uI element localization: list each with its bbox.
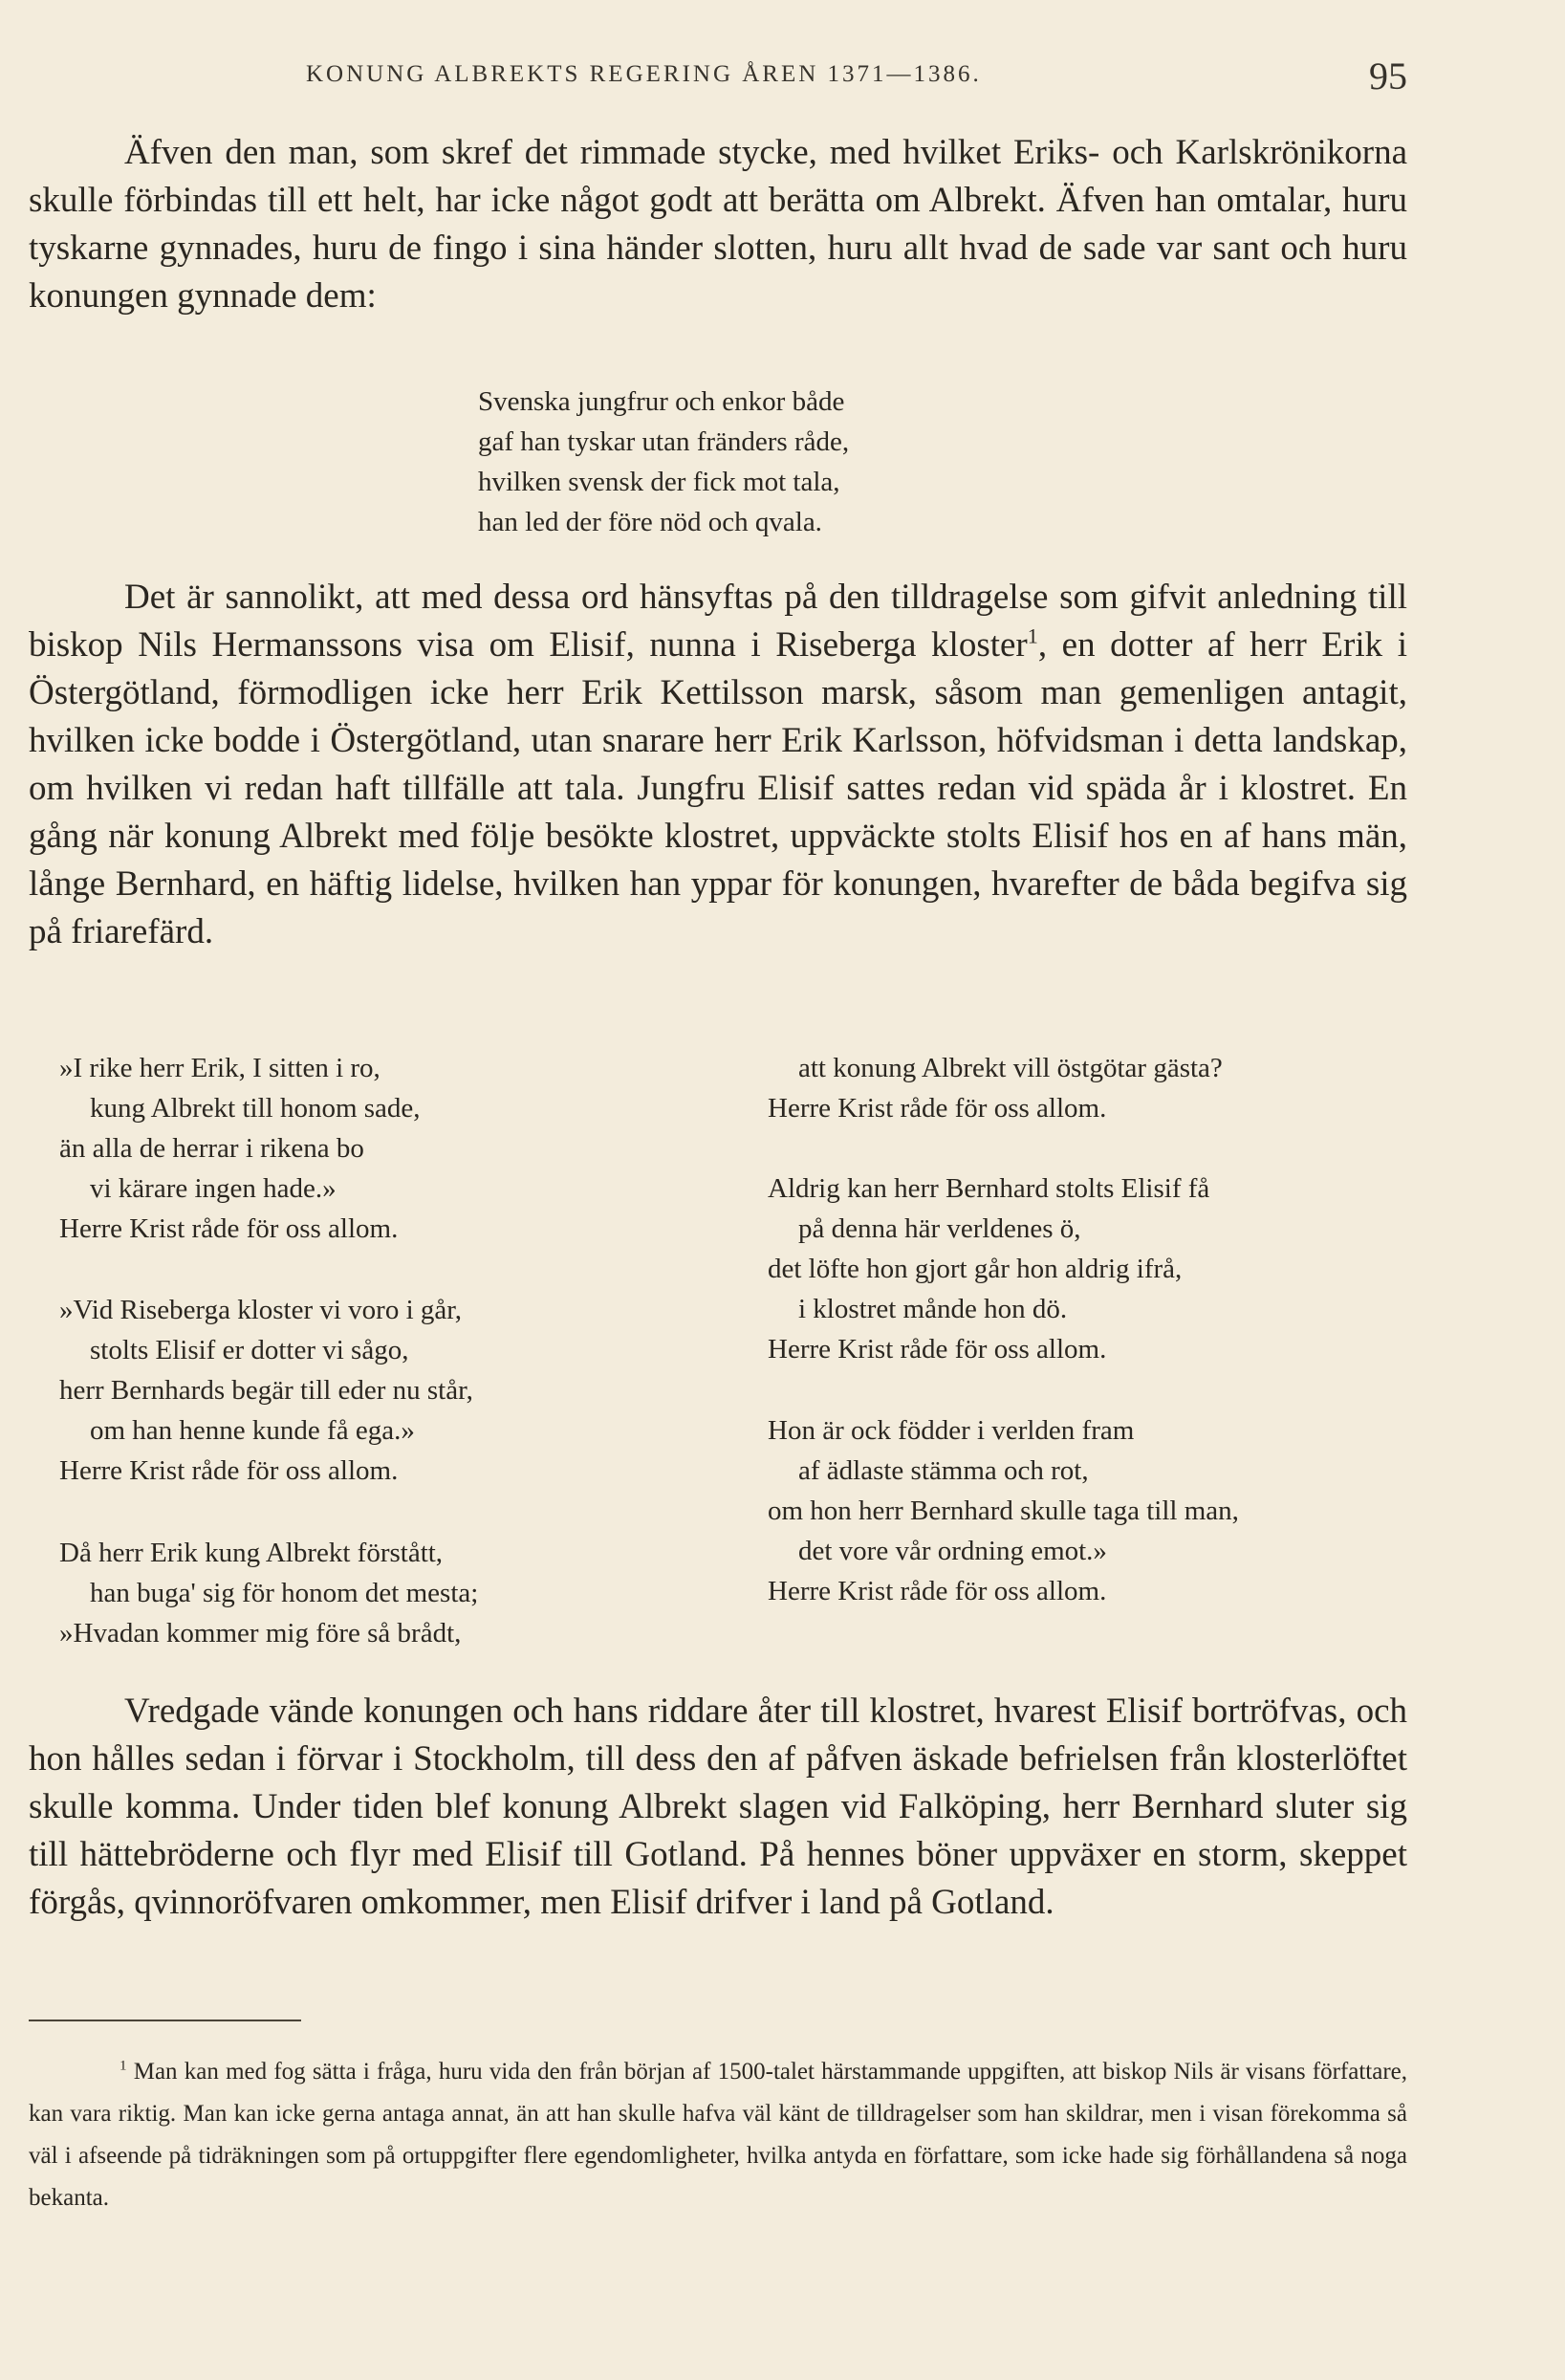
verse-line: Svenska jungfrur och enkor både bbox=[478, 386, 845, 417]
verse-line: kung Albrekt till honom sade, bbox=[90, 1093, 421, 1124]
verse-line: på denna här verldenes ö, bbox=[798, 1213, 1081, 1244]
footnote-divider bbox=[29, 2020, 301, 2021]
running-head: KONUNG ALBREKTS REGERING ÅREN 1371—1386. bbox=[306, 61, 982, 87]
verse-line: »Vid Riseberga kloster vi voro i går, bbox=[59, 1295, 463, 1325]
verse-line: Då herr Erik kung Albrekt förstått, bbox=[59, 1538, 444, 1568]
ballad-stanza bbox=[768, 1410, 1239, 1611]
verse-line: att konung Albrekt vill östgötar gästa? bbox=[798, 1053, 1223, 1083]
verse-line: hvilken svensk der fick mot tala, bbox=[478, 467, 840, 497]
verse-line: af ädlaste stämma och rot, bbox=[798, 1455, 1089, 1486]
verse-line: Aldrig kan herr Bernhard stolts Elisif få bbox=[768, 1173, 1210, 1204]
verse-line: vi kärare ingen hade.» bbox=[90, 1173, 337, 1204]
paragraph-text: , en dotter af herr Erik i Östergötland, förmodligen icke herr Erik Kettilsson marsk, såsom man gemenligen antagit, hvilken icke bodde i Östergötland, utan snarare herr Erik Karlsson, höfvidsman i detta landskap, om hvilken vi redan haft tillfälle att tala. Jungfru Elisif sattes redan vid späda år i klostret. En gång när konung Albrekt med följe besökte klostret, uppväckte stolts Elisif hos en af hans män, långe Bernhard, en häftig lidelse, hvilken han yppar för konungen, hvarefter de båda begifva sig på friarefärd. bbox=[29, 625, 1407, 951]
page-number: 95 bbox=[1369, 55, 1407, 98]
paragraph-conclusion: Vredgade vände konungen och hans riddare åter till klostret, hvarest Elisif bortröfvas, och hon hålles sedan i förvar i Stockholm, till dess den af påfven äskade befrielsen från klosterlöftet skulle komma. Under tiden blef konung Albrekt slagen vid Falköping, herr Bernhard sluter sig till hättebröderne och flyr med Elisif till Gotland. På hennes böner uppväxer en storm, skeppet förgås, qvinnoröfvaren omkommer, men Elisif drifver i land på Gotland. bbox=[29, 1692, 1407, 1922]
footnote-text: Man kan med fog sätta i fråga, huru vida den från början af 1500-talet härstammande uppgiften, att biskop Nils är visans författare, kan vara riktig. Man kan icke gerna antaga annat, än att han skulle hafva väl känt de tilldragelser som han skildrar, men i visan förekomma så väl i afseende på tidräkningen som på ortuppgifter flere egendomligheter, hvilka antyda en författare, som icke hade sig förhållandena så noga bekanta. bbox=[29, 2059, 1408, 2211]
ballad-stanza bbox=[59, 1048, 421, 1249]
verse-line: om han henne kunde få ega.» bbox=[90, 1415, 415, 1446]
verse-line: han led der före nöd och qvala. bbox=[478, 507, 822, 537]
footnote-reference: 1 bbox=[1027, 623, 1038, 648]
paragraph-elisif bbox=[29, 574, 1407, 956]
verse-line: han buga' sig för honom det mesta; bbox=[90, 1578, 479, 1608]
refrain-line: Herre Krist råde för oss allom. bbox=[768, 1093, 1107, 1124]
page-header bbox=[29, 54, 1407, 101]
verse-line: än alla de herrar i rikena bo bbox=[59, 1133, 364, 1164]
verse-line: det vore vår ordning emot.» bbox=[798, 1536, 1107, 1566]
ballad-stanza bbox=[768, 1168, 1209, 1369]
paragraph-intro: Äfven den man, som skref det rimmade stycke, med hvilket Eriks- och Karlskrönikorna skulle förbindas till ett helt, har icke något godt att berätta om Albrekt. Äfven han omtalar, huru tyskarne gynnades, huru de fingo i sina händer slotten, huru allt hvad de sade var sant och huru konungen gynnade dem: bbox=[29, 133, 1407, 316]
refrain-line: Herre Krist råde för oss allom. bbox=[768, 1334, 1107, 1365]
paragraph-text: Det är sannolikt, att med dessa ord hänsyftas på den tilldragelse som gifvit anledning till biskop Nils Hermanssons visa om Elisif, nunna i Riseberga kloster bbox=[29, 578, 1407, 665]
verse-line: gaf han tyskar utan fränders råde, bbox=[478, 426, 850, 457]
footnote bbox=[29, 2051, 1407, 2219]
ballad-stanza bbox=[59, 1533, 478, 1653]
footnote-marker: 1 bbox=[120, 2058, 127, 2074]
refrain-line: Herre Krist råde för oss allom. bbox=[768, 1576, 1107, 1606]
verse-line: »Hvadan kommer mig före så brådt, bbox=[59, 1618, 462, 1649]
verse-line: »I rike herr Erik, I sitten i ro, bbox=[59, 1053, 380, 1083]
rhyme-quote bbox=[478, 382, 849, 542]
verse-line: i klostret månde hon dö. bbox=[798, 1294, 1068, 1324]
verse-line: herr Bernhards begär till eder nu står, bbox=[59, 1375, 473, 1406]
verse-line: om hon herr Bernhard skulle taga till man, bbox=[768, 1496, 1239, 1526]
refrain-line: Herre Krist råde för oss allom. bbox=[59, 1455, 399, 1486]
ballad-stanza bbox=[59, 1290, 473, 1491]
verse-line: det löfte hon gjort går hon aldrig ifrå, bbox=[768, 1254, 1183, 1284]
refrain-line: Herre Krist råde för oss allom. bbox=[59, 1213, 399, 1244]
ballad-stanza bbox=[768, 1048, 1223, 1128]
verse-line: Hon är ock födder i verlden fram bbox=[768, 1415, 1135, 1446]
verse-line: stolts Elisif er dotter vi sågo, bbox=[90, 1335, 409, 1365]
